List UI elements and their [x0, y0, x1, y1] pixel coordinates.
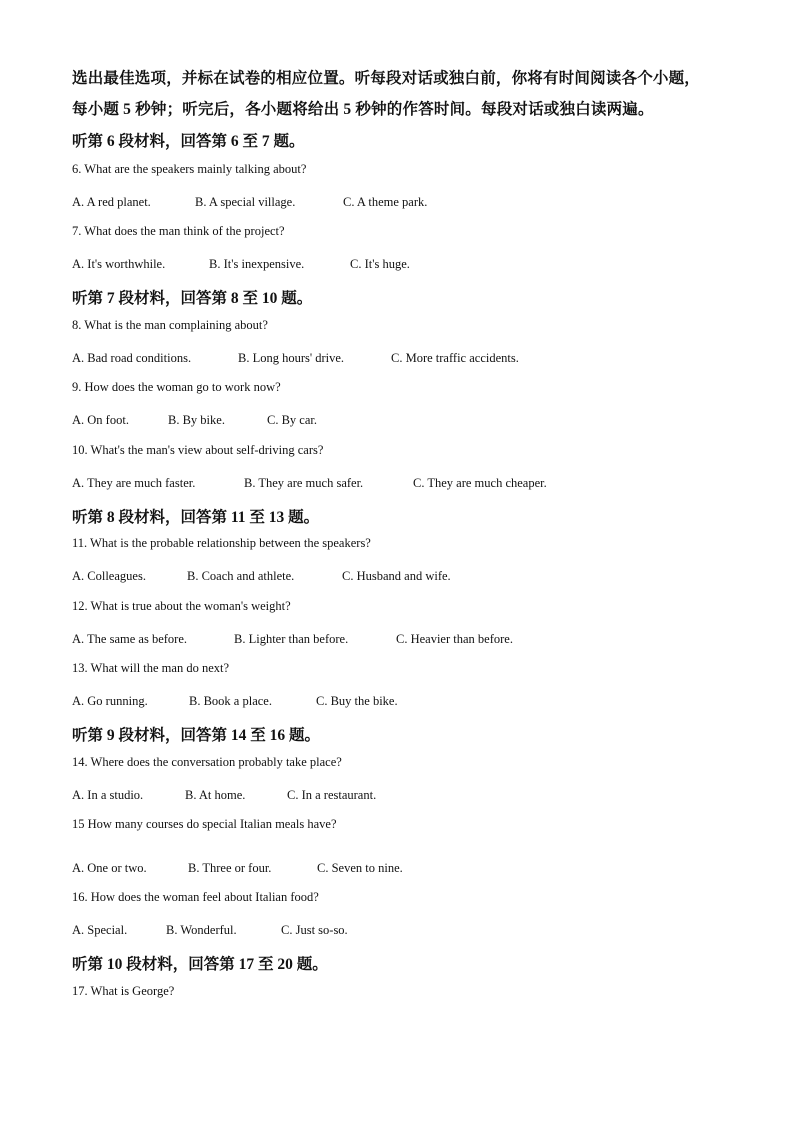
question-16: 16. How does the woman feel about Italian food?: [72, 890, 319, 904]
question-17: 17. What is George?: [72, 984, 175, 998]
question-11: 11. What is the probable relationship between the speakers?: [72, 536, 371, 550]
option-14a: A. In a studio.: [72, 788, 144, 802]
option-7b: B. It's inexpensive.: [209, 257, 305, 271]
option-8a: A. Bad road conditions.: [72, 351, 192, 365]
question-13: 13. What will the man do next?: [72, 661, 230, 675]
option-12c: C. Heavier than before.: [396, 632, 513, 646]
option-14b: B. At home.: [185, 788, 246, 802]
option-16c: C. Just so-so.: [281, 923, 348, 937]
option-9a: A. On foot.: [72, 413, 129, 427]
question-9: 9. How does the woman go to work now?: [72, 380, 281, 394]
option-11b: B. Coach and athlete.: [187, 569, 295, 583]
option-10a: A. They are much faster.: [72, 476, 196, 490]
option-11a: A. Colleagues.: [72, 569, 146, 583]
question-8: 8. What is the man complaining about?: [72, 318, 268, 332]
option-10b: B. They are much safer.: [244, 476, 364, 490]
option-11c: C. Husband and wife.: [342, 569, 451, 583]
section-heading-7: 听第 7 段材料，回答第 8 至 10 题。: [72, 290, 313, 307]
option-6c: C. A theme park.: [343, 195, 428, 209]
question-7: 7. What does the man think of the project?: [72, 224, 285, 238]
option-9b: B. By bike.: [168, 413, 225, 427]
question-15: 15 How many courses do special Italian meals have?: [72, 817, 337, 831]
option-6a: A. A red planet.: [72, 195, 151, 209]
options-16: [72, 921, 348, 939]
options-6: [72, 193, 427, 211]
section-heading-9: 听第 9 段材料，回答第 14 至 16 题。: [72, 727, 321, 744]
options-14: [72, 786, 376, 804]
question-6: 6. What are the speakers mainly talking about?: [72, 162, 307, 176]
option-6b: B. A special village.: [195, 195, 296, 209]
option-10c: C. They are much cheaper.: [413, 476, 547, 490]
options-13: [72, 692, 398, 710]
option-7c: C. It's huge.: [350, 257, 410, 271]
section-heading-8: 听第 8 段材料，回答第 11 至 13 题。: [72, 509, 320, 526]
section-heading-6: 听第 6 段材料，回答第 6 至 7 题。: [72, 133, 305, 150]
options-8: [72, 349, 519, 367]
option-13c: C. Buy the bike.: [316, 694, 398, 708]
option-16b: B. Wonderful.: [166, 923, 237, 937]
options-11: [72, 567, 451, 585]
option-8b: B. Long hours' drive.: [238, 351, 345, 365]
option-7a: A. It's worthwhile.: [72, 257, 166, 271]
option-15a: A. One or two.: [72, 861, 147, 875]
option-13b: B. Book a place.: [189, 694, 272, 708]
section-heading-10: 听第 10 段材料，回答第 17 至 20 题。: [72, 956, 328, 973]
intro-line-1: 选出最佳选项，并标在试卷的相应位置。听每段对话或独白前，你将有时间阅读各个小题，: [72, 70, 701, 87]
intro-line-2: 每小题 5 秒钟；听完后，各小题将给出 5 秒钟的作答时间。每段对话或独白读两遍。: [72, 101, 654, 118]
option-8c: C. More traffic accidents.: [391, 351, 519, 365]
option-13a: A. Go running.: [72, 694, 148, 708]
question-10: 10. What's the man's view about self-driving cars?: [72, 443, 324, 457]
option-16a: A. Special.: [72, 923, 128, 937]
options-12: [72, 630, 513, 648]
option-12b: B. Lighter than before.: [234, 632, 349, 646]
options-7: [72, 255, 410, 273]
options-9: [72, 411, 317, 429]
option-14c: C. In a restaurant.: [287, 788, 377, 802]
option-12a: A. The same as before.: [72, 632, 188, 646]
options-10: [72, 474, 547, 492]
option-15b: B. Three or four.: [188, 861, 272, 875]
option-15c: C. Seven to nine.: [317, 861, 403, 875]
question-12: 12. What is true about the woman's weight?: [72, 599, 291, 613]
question-14: 14. Where does the conversation probably take place?: [72, 755, 342, 769]
options-15: [72, 859, 403, 877]
option-9c: C. By car.: [267, 413, 317, 427]
